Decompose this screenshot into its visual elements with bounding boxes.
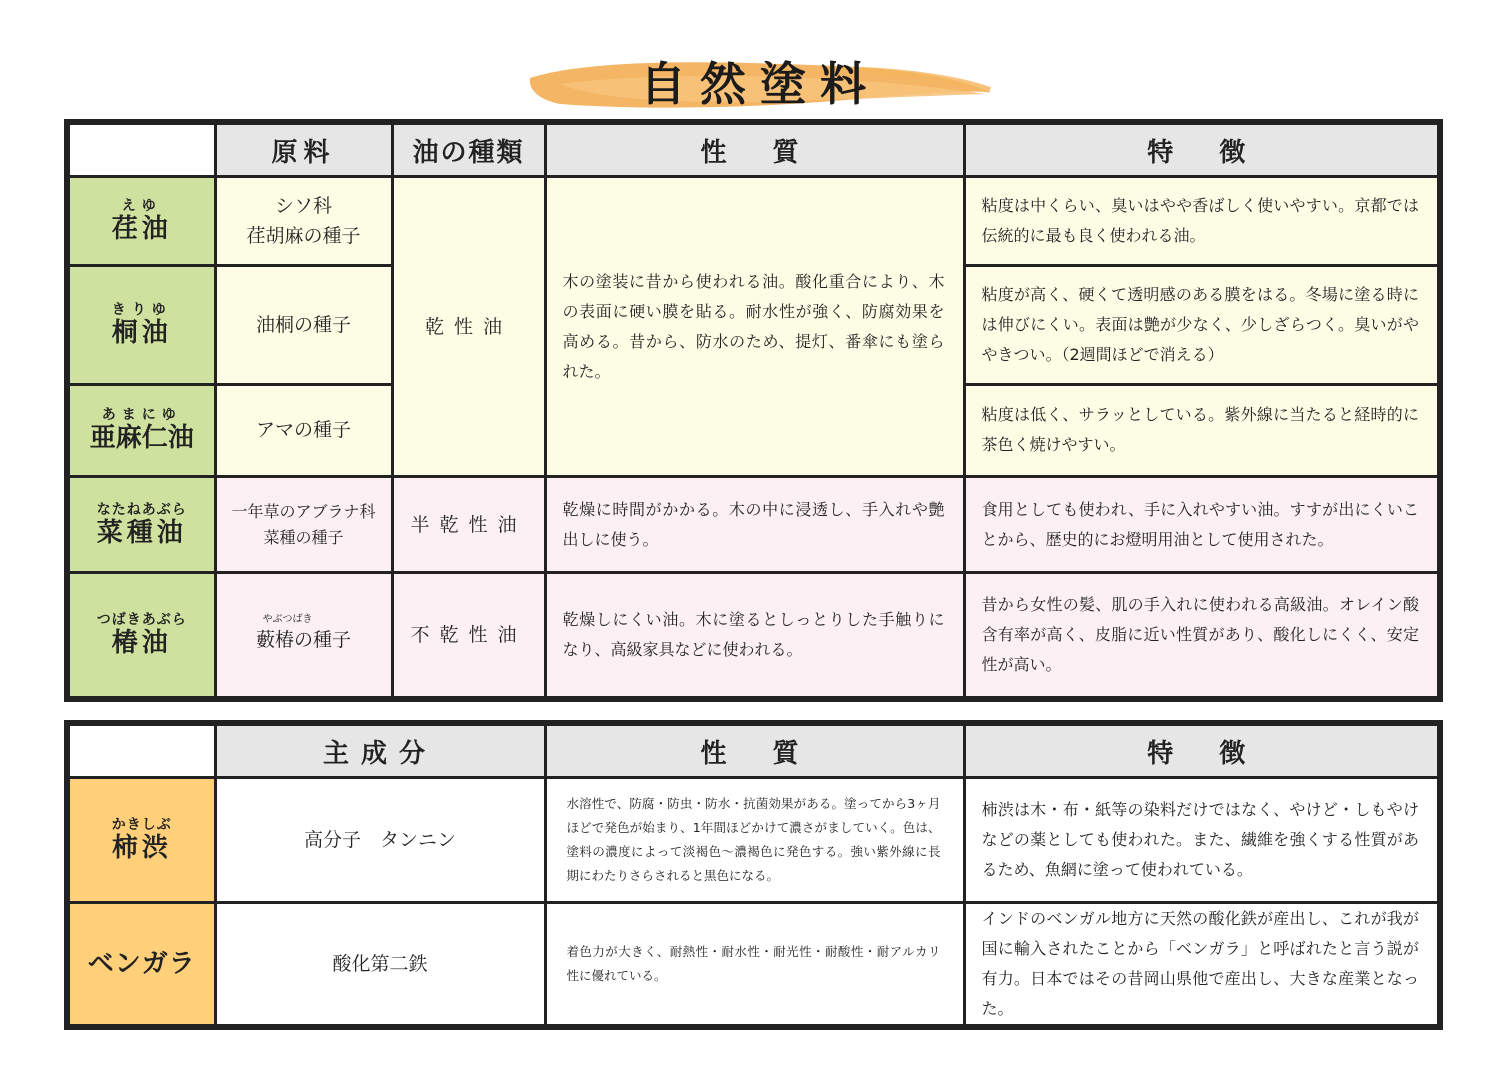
header-component: 主成分	[215, 723, 545, 778]
oil-type-non-drying: 不乾性油	[392, 573, 545, 699]
property-natane: 乾燥に時間がかかる。木の中に浸透し、手入れや艶出しに使う。	[545, 476, 964, 573]
header-material: 原料	[215, 122, 392, 177]
feature-tsubaki: 昔から女性の髪、肌の手入れに使われる高級油。オレイン酸含有率が高く、皮脂に近い性質があり、酸化しにくく、安定性が高い。	[964, 573, 1440, 699]
title-banner	[520, 40, 1000, 120]
oil-name-amani	[67, 385, 215, 477]
property-bengara: 着色力が大きく、耐熱性・耐水性・耐光性・耐酸性・耐アルカリ性に優れている。	[545, 903, 964, 1028]
paint-ruby: かきしぶ	[111, 817, 172, 833]
oil-ruby: なたねあぶら	[96, 501, 187, 518]
paint-name-kakishibu	[67, 778, 215, 903]
header-property: 性 質	[545, 723, 964, 778]
other-paint-table	[64, 720, 1443, 1030]
paint-name-bengara	[67, 903, 215, 1028]
page-title: 自然塗料	[640, 57, 880, 111]
feature-kakishibu: 柿渋は木・布・紙等の染料だけではなく、やけど・しもやけなどの薬としても使われた。また、繊維を強くする性質があるため、魚網に塗って使われている。	[964, 778, 1440, 903]
header-blank	[67, 723, 215, 778]
oil-name: 椿油	[111, 628, 172, 659]
oil-material: 油桐の種子	[215, 266, 392, 385]
feature-kiri: 粘度が高く、硬くて透明感のある膜をはる。冬場に塗る時には伸びにくい。表面は艶が少なく、少しざらつく。臭いがややきつい。（2週間ほどで消える）	[964, 266, 1440, 385]
paint-name: 柿渋	[111, 833, 172, 863]
header-feature: 特 徴	[964, 122, 1440, 177]
oil-material	[215, 476, 392, 573]
material-line: 藪椿の種子	[255, 629, 351, 652]
oil-name-tsubaki	[67, 573, 215, 699]
paint-name: ベンガラ	[87, 949, 196, 979]
oil-name: 亜麻仁油	[89, 423, 194, 454]
property-tsubaki: 乾燥しにくい油。木に塗るとしっとりした手触りになり、高級家具などに使われる。	[545, 573, 964, 699]
feature-amani: 粘度は低く、サラッとしている。紫外線に当たると経時的に茶色く焼けやすい。	[964, 385, 1440, 477]
oil-name: 桐油	[111, 318, 172, 349]
oil-ruby: あまにゆ	[101, 407, 182, 424]
oil-name: 荏油	[111, 214, 172, 245]
drying-oil-table	[64, 119, 1443, 702]
material-line-2: 菜種の種子	[263, 527, 344, 547]
oil-ruby: つばきあぶら	[96, 612, 187, 629]
property-kakishibu: 水溶性で、防腐・防虫・防水・抗菌効果がある。塗ってから3ヶ月ほどで発色が始まり、1年間ほどかけて濃さがましていく。色は、塗料の濃度によって淡褐色〜濃褐色に発色する。強い紫外線に長期にわたりさらされると黒色になる。	[545, 778, 964, 903]
material-line-2: 荏胡麻の種子	[246, 225, 361, 248]
header-oil-type: 油の種類	[392, 122, 545, 177]
material-ruby: やぶつばき	[262, 614, 313, 626]
property-drying: 木の塗装に昔から使われる油。酸化重合により、木の表面に硬い膜を貼る。耐水性が強く、防腐効果を高める。昔から、防水のため、提灯、番傘にも塗られた。	[545, 177, 964, 476]
oil-material	[215, 573, 392, 699]
oil-name: 菜種油	[96, 517, 187, 548]
oil-ruby: きりゆ	[111, 302, 172, 319]
material-line-1: 一年草のアブラナ科	[231, 501, 376, 521]
oil-name-egoma	[67, 177, 215, 266]
oil-name-natane	[67, 476, 215, 573]
material-line-1: シソ科	[274, 195, 332, 218]
oil-type-semi-drying: 半乾性油	[392, 476, 545, 573]
paint-component: 酸化第二鉄	[215, 903, 545, 1028]
feature-egoma: 粘度は中くらい、臭いはやや香ばしく使いやすい。京都では伝統的に最も良く使われる油。	[964, 177, 1440, 266]
paint-component: 高分子 タンニン	[215, 778, 545, 903]
oil-material: アマの種子	[215, 385, 392, 477]
oil-name-kiri	[67, 266, 215, 385]
oil-material	[215, 177, 392, 266]
header-property: 性 質	[545, 122, 964, 177]
oil-type-drying: 乾性油	[392, 177, 545, 476]
feature-bengara: インドのベンガル地方に天然の酸化鉄が産出し、これが我が国に輸入されたことから「ベンガラ」と呼ばれたと言う説が有力。日本ではその昔岡山県他で産出し、大きな産業となった。	[964, 903, 1440, 1028]
header-blank	[67, 122, 215, 177]
header-feature: 特 徴	[964, 723, 1440, 778]
feature-natane: 食用としても使われ、手に入れやすい油。すすが出にくいことから、歴史的にお燈明用油として使用された。	[964, 476, 1440, 573]
oil-ruby: えゆ	[121, 198, 162, 215]
